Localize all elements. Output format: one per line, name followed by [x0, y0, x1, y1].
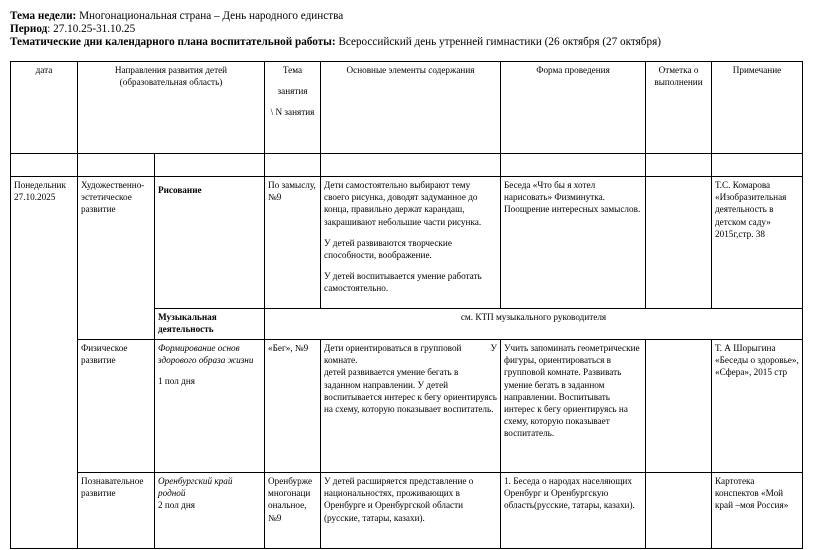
mark-cell — [646, 340, 712, 473]
col-form-header: Форма проведения — [501, 62, 646, 154]
col-topic-line2: занятия — [277, 86, 308, 97]
table-row — [11, 340, 803, 473]
table-row — [11, 177, 803, 309]
period-label: Период — [10, 23, 48, 35]
col-date-header: дата — [11, 62, 78, 154]
note-cell: Т.С. Комарова «Изобразительная деятельность в детском саду» 2015г,стр. 38 — [712, 177, 803, 309]
content-text: Дети самостоятельно выбирают тему своего рисунка, доводят задуманное до конца, правильно держат карандаш, закрашивают небольшие части рисунка. — [324, 180, 482, 227]
content-text: У детей воспитывается умение работать самостоятельно. — [324, 271, 482, 294]
table-row — [11, 473, 803, 549]
activity-title: Оренбургский край родной — [158, 476, 233, 499]
themed-days-line — [10, 36, 661, 49]
form-cell: Беседа «Что бы я хотел нарисовать» Физминутка. Поощрение интересных замыслов. — [501, 177, 646, 309]
area-cell: Познавательное развитие — [78, 473, 155, 549]
col-topic-line1: Тема — [282, 65, 303, 75]
activity-time: 1 пол дня — [158, 376, 195, 387]
content-text: Дети ориентироваться в групповой комнате. — [324, 343, 462, 366]
content-text: детей развивается умение бегать в заданном направлении. У детей воспитывается интерес к бегу ориентируясь на схему, которую показывает воспитатель. — [324, 367, 497, 415]
col-content-header: Основные элементы содержания — [321, 62, 501, 154]
form-cell: Учить запоминать геометрические фигуры, ориентироваться в групповой комнате. Развивать умение бегать в заданном направлении. Воспитывать интерес к бегу ориентируясь на схему, которую показывает воспитатель. — [501, 340, 646, 473]
empty-row — [11, 154, 803, 177]
topic-cell: «Бег», №9 — [265, 340, 321, 473]
activity-title: Формирование основ здорового образа жизни — [158, 343, 254, 366]
activity-time: 2 пол дня — [158, 500, 195, 511]
plan-table — [10, 61, 803, 549]
period-value: : 27.10.25-31.10.25 — [47, 23, 136, 35]
topic-cell: По замыслу, №9 — [265, 177, 321, 309]
content-text-end: У — [490, 343, 497, 353]
content-text: У детей развиваются творческие способности, воображение. — [324, 237, 452, 261]
note-cell: Т. А Шорыгина «Беседы о здоровье», «Сфера», 2015 стр — [712, 340, 803, 473]
col-note-header: Примечание — [712, 62, 803, 154]
themed-days-label: Тематические дни календарного плана воспитательной работы: — [10, 36, 336, 48]
themed-days-value: Всероссийский день утренней гимнастики (26 октября (27 октября) — [335, 36, 661, 48]
activity-cell: Рисование — [155, 177, 265, 309]
col-topic-line3: \ N занятия — [270, 107, 315, 118]
activity-cell: Музыкальная деятельность — [155, 309, 265, 340]
day-name: Понедельник — [14, 180, 66, 190]
activity-cell — [155, 473, 265, 549]
area-cell: Художественно-эстетическое развитие — [78, 177, 155, 340]
period-line — [10, 23, 135, 36]
topic-cell: Оренбурже многонаци ональное, №9 — [265, 473, 321, 549]
mark-cell — [646, 473, 712, 549]
activity-cell — [155, 340, 265, 473]
content-cell — [321, 177, 501, 309]
week-theme-value: Многонациональная страна – День народного единства — [76, 10, 344, 22]
week-theme-line — [10, 10, 343, 23]
form-cell: 1. Беседа о народах населяющих Оренбург и Оренбургскую область(русские, татары, казахи). — [501, 473, 646, 549]
area-cell: Физическое развитие — [78, 340, 155, 473]
mark-cell — [646, 177, 712, 309]
day-cell — [11, 177, 78, 549]
note-cell: Картотека конспектов «Мой край –моя Россия» — [712, 473, 803, 549]
content-cell — [321, 340, 501, 473]
content-cell: У детей расширяется представление о национальностях, проживающих в Оренбурге и Оренбургской области (русские, татары, казахи). — [321, 473, 501, 549]
week-theme-label: Тема недели: — [10, 10, 77, 22]
day-date: 27.10.2025 — [14, 192, 56, 203]
col-directions-header: Направления развития детей (образовательная область) — [78, 62, 265, 154]
col-mark-header: Отметка о выполнении — [646, 62, 712, 154]
span-note-cell: см. КТП музыкального руководителя — [265, 309, 803, 340]
table-header-row — [11, 62, 803, 154]
col-topic-header — [265, 62, 321, 154]
